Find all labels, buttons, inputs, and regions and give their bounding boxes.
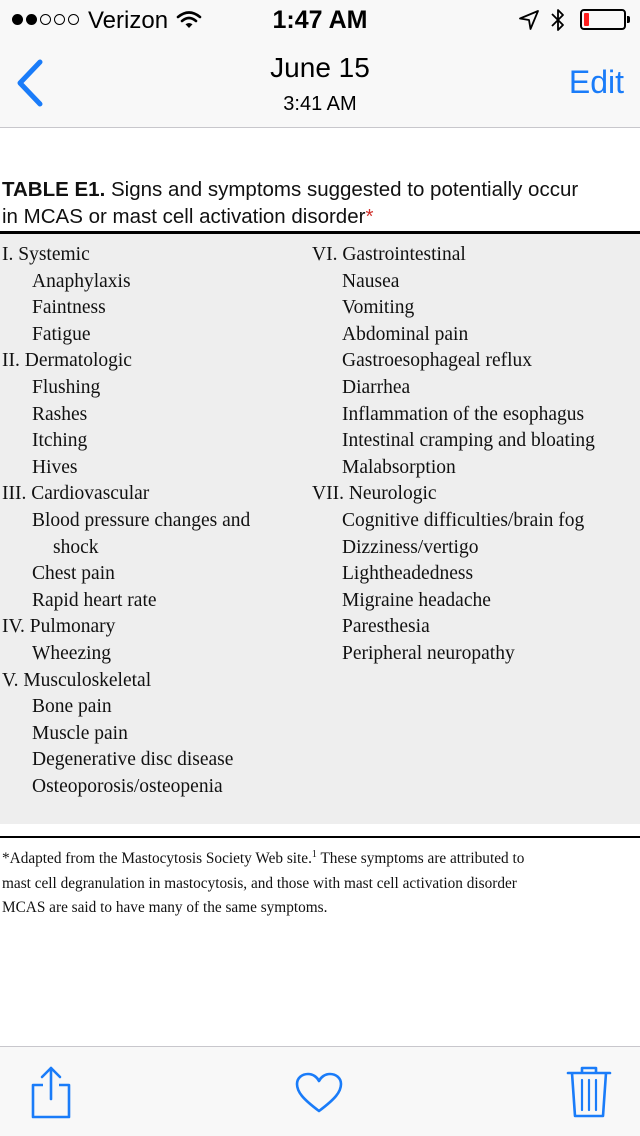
caption-text-2: in MCAS or mast cell activation disorder (2, 205, 366, 228)
table-symptom: Anaphylaxis (32, 270, 131, 292)
table-symptom: Rashes (32, 403, 88, 425)
footnote-reference: 1 (311, 849, 317, 860)
caption-line-1 (2, 176, 640, 203)
status-bar (0, 0, 640, 40)
table-category: VII. Neurologic (312, 483, 437, 505)
carrier-name: Verizon (88, 7, 169, 34)
table-category: VI. Gastrointestinal (312, 244, 466, 265)
page-title: June 15 (270, 52, 370, 83)
table-symptom: Malabsorption (342, 456, 456, 478)
caption-label: TABLE E1. (2, 178, 106, 201)
table-symptom: Wheezing (32, 642, 112, 664)
bluetooth-icon (550, 6, 566, 39)
location-arrow-icon (518, 9, 540, 36)
table-symptom: shock (53, 536, 99, 558)
table-symptom: Faintness (32, 297, 106, 319)
table-symptom: Paresthesia (342, 616, 430, 638)
page-subtitle: 3:41 AM (283, 93, 357, 115)
table-column-left (2, 242, 302, 800)
table-category: V. Musculoskeletal (2, 669, 152, 691)
table-symptom: Dizziness/vertigo (342, 536, 479, 558)
table-symptom: Osteoporosis/osteopenia (32, 775, 223, 797)
caption-line-2 (2, 203, 640, 230)
table-category: IV. Pulmonary (2, 616, 116, 638)
table-bottom-rule (0, 836, 640, 838)
photo-viewer[interactable] (0, 128, 640, 1046)
table-symptom: Itching (32, 430, 88, 452)
footnote-line-3: MCAS are said to have many of the same symptoms. (2, 899, 328, 916)
table-symptom: Degenerative disc disease (32, 749, 234, 771)
battery-level (584, 13, 589, 26)
table-symptom: Vomiting (342, 297, 415, 319)
table-column-right (312, 242, 640, 668)
table-symptom: Gastroesophageal reflux (342, 350, 533, 372)
table-symptom: Hives (32, 456, 78, 478)
share-button[interactable] (28, 1065, 74, 1126)
table-symptom: Migraine headache (342, 589, 491, 611)
table-symptom: Peripheral neuropathy (342, 642, 515, 664)
table-symptom: Bone pain (32, 696, 112, 718)
table-symptom: Nausea (342, 270, 400, 292)
status-time: 1:47 AM (272, 6, 368, 34)
table-symptom: Fatigue (32, 323, 91, 345)
table-footnote (2, 847, 640, 921)
navigation-bar (0, 40, 640, 128)
edit-button[interactable]: Edit (568, 64, 624, 100)
caption-footnote-marker: * (365, 205, 374, 228)
footnote-text: *Adapted from the Mastocytosis Society Web site. (2, 850, 312, 867)
symptom-table (0, 234, 640, 824)
battery-icon (580, 9, 626, 30)
delete-button[interactable] (566, 1065, 612, 1124)
caption-text: Signs and symptoms suggested to potentially occur (105, 178, 579, 201)
table-symptom: Lightheadedness (342, 563, 474, 585)
table-symptom: Cognitive difficulties/brain fog (342, 509, 585, 531)
table-symptom: Muscle pain (32, 722, 128, 744)
table-symptom: Blood pressure changes and (32, 509, 251, 531)
table-symptom: Diarrhea (342, 376, 411, 398)
footnote-line-2: mast cell degranulation in mastocytosis, and those with mast cell activation disorder (2, 874, 517, 892)
share-icon (28, 1065, 74, 1121)
table-symptom: Rapid heart rate (32, 589, 157, 611)
trash-icon (566, 1065, 612, 1119)
table-category: III. Cardiovascular (2, 483, 150, 505)
table-symptom: Chest pain (32, 563, 115, 585)
table-caption (2, 176, 640, 230)
heart-icon (294, 1071, 344, 1115)
table-category: I. Systemic (2, 244, 90, 265)
footnote-text: These symptoms are attributed to (316, 850, 525, 867)
table-category: II. Dermatologic (2, 350, 132, 372)
table-symptom: Inflammation of the esophagus (342, 403, 585, 425)
footnote-line-1 (2, 847, 640, 872)
table-symptom: Intestinal cramping and bloating (342, 430, 595, 452)
favorite-button[interactable] (294, 1071, 344, 1120)
table-symptom: Flushing (32, 376, 101, 398)
table-symptom: Abdominal pain (342, 323, 469, 345)
bottom-toolbar (0, 1046, 640, 1136)
battery-nub (627, 16, 630, 23)
